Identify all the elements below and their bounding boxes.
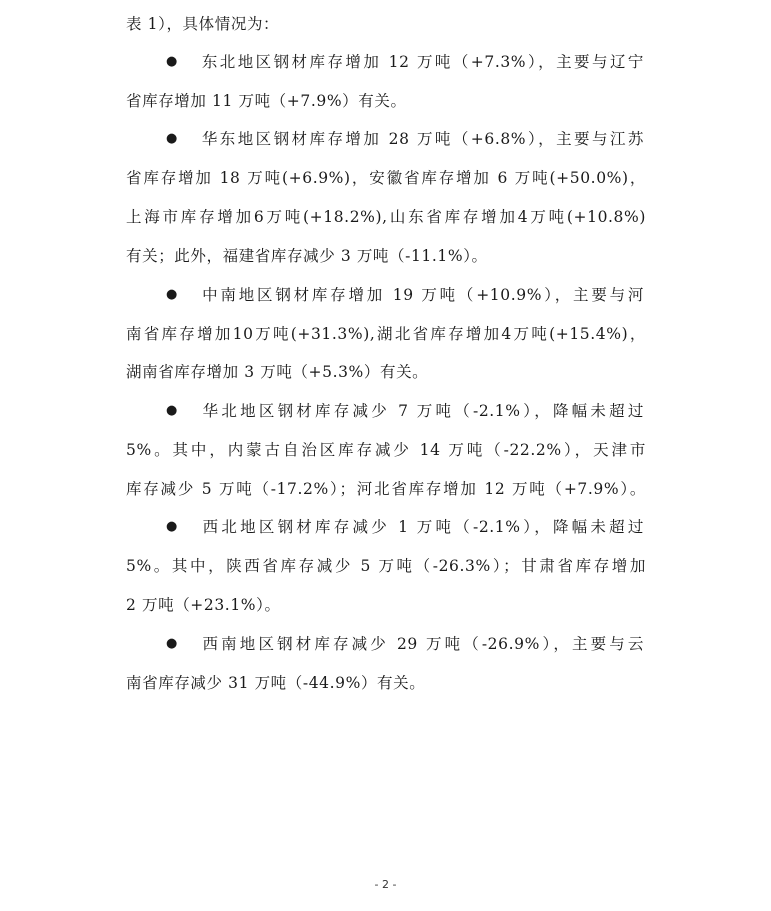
bullet-icon: ● [166, 131, 178, 146]
paragraph-4-text-1: 华北地区钢材库存减少 7 万吨（-2.1%），降幅未超过 [200, 402, 644, 420]
paragraph-5-line-3: 2 万吨（+23.1%）。 [126, 596, 281, 614]
paragraph-3-line-2: 南省库存增加10万吨(+31.3%),湖北省库存增加4万吨(+15.4%)， [126, 325, 646, 343]
bullet-icon: ● [166, 54, 178, 69]
paragraph-1-line-1 [166, 52, 644, 72]
bullet-icon: ● [166, 403, 178, 418]
bullet-icon: ● [166, 636, 178, 651]
paragraph-4-line-1 [166, 401, 644, 421]
paragraph-2-text-1: 华东地区钢材库存增加 28 万吨（+6.8%），主要与江苏 [200, 130, 644, 148]
paragraph-5-line-1 [166, 517, 644, 537]
paragraph-6-text-1: 西南地区钢材库存减少 29 万吨（-26.9%），主要与云 [200, 635, 644, 653]
intro-line: 表 1），具体情况为： [126, 15, 280, 33]
page-number: - 2 - [374, 878, 397, 891]
paragraph-4-line-2: 5%。其中，内蒙古自治区库存减少 14 万吨（-22.2%），天津市 [126, 441, 646, 459]
paragraph-3-line-1 [166, 285, 644, 305]
paragraph-1-line-2: 省库存增加 11 万吨（+7.9%）有关。 [126, 92, 407, 110]
bullet-icon: ● [166, 519, 178, 534]
paragraph-2-line-2: 省库存增加 18 万吨(+6.9%)，安徽省库存增加 6 万吨(+50.0%)， [126, 169, 646, 187]
paragraph-2-line-4: 有关；此外，福建省库存减少 3 万吨（-11.1%）。 [126, 247, 488, 265]
paragraph-6-line-2: 南省库存减少 31 万吨（-44.9%）有关。 [126, 674, 426, 692]
bullet-icon: ● [166, 287, 178, 302]
paragraph-3-text-1: 中南地区钢材库存增加 19 万吨（+10.9%），主要与河 [200, 286, 644, 304]
paragraph-1-text-1: 东北地区钢材库存增加 12 万吨（+7.3%），主要与辽宁 [200, 53, 644, 71]
paragraph-5-line-2: 5%。其中，陕西省库存减少 5 万吨（-26.3%）；甘肃省库存增加 [126, 557, 646, 575]
paragraph-2-line-3: 上海市库存增加6万吨(+18.2%),山东省库存增加4万吨(+10.8%) [126, 208, 646, 226]
paragraph-2-line-1 [166, 129, 644, 149]
paragraph-6-line-1 [166, 634, 644, 654]
paragraph-3-line-3: 湖南省库存增加 3 万吨（+5.3%）有关。 [126, 363, 429, 381]
paragraph-4-line-3: 库存减少 5 万吨（-17.2%）；河北省库存增加 12 万吨（+7.9%）。 [126, 480, 646, 498]
paragraph-5-text-1: 西北地区钢材库存减少 1 万吨（-2.1%），降幅未超过 [200, 518, 644, 536]
